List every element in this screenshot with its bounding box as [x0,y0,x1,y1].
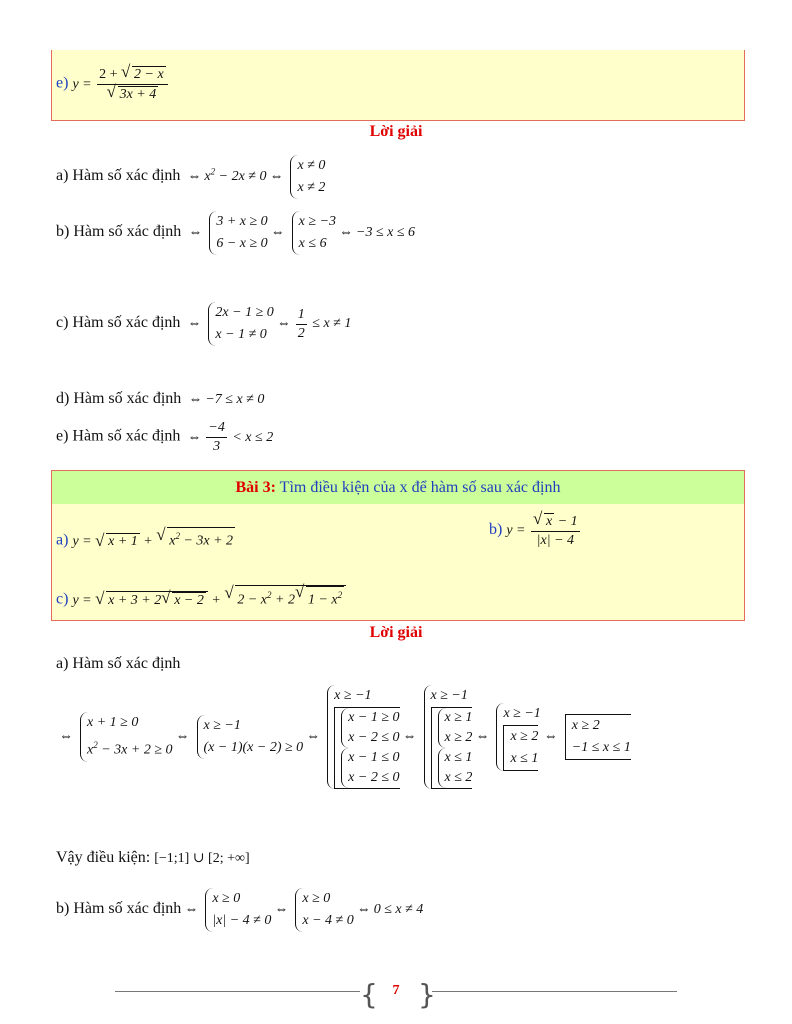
footer-brace-right: } [418,978,436,1011]
solution-b-text: b) Hàm số xác định [56,223,182,241]
solution2-b: b) Hàm số xác định ⇔ x ≥ 0 |x| − 4 ≠ 0 ⇔ x ≥ 0 x − 4 ≠ 0 ⇔ 0 ≤ x ≠ 4 [56,888,423,932]
solution-d-text: d) Hàm số xác định [56,390,182,407]
conclusion-text: Vậy điều kiện: [56,849,151,866]
solution-c: c) Hàm số xác định ⇔ 2x − 1 ≥ 0 x − 1 ≠ 0 ⇔ $\frac{1}{2}$ ≤ x ≠ 1 [56,302,351,346]
solution-a-text: a) Hàm số xác định [56,167,181,185]
solution2-b-text: b) Hàm số xác định [56,900,182,918]
solution-e: e) Hàm số xác định ⇔ $\frac{-4}{3}$ < x ≤ 2 [56,420,274,454]
exercise-box-bai3 [51,470,745,621]
item-a: a) y = √ x + 1 + √ $x^2 - 3x + 2$ [56,527,235,550]
solution-c-text: c) Hàm số xác định [56,314,181,332]
item-b: b) y = √ $\frac{x - 1}{|x| - 4}$ [489,513,582,549]
item-a-label: a) [56,531,69,549]
solution-a: a) Hàm số xác định ⇔ $x^2 - 2x \ne 0$ ⇔ x ≠ 0 x ≠ 2 [56,155,325,199]
item-e-label: e) [56,74,69,92]
exercise-prompt: Tìm điều kiện của x để hàm số sau xác định [275,479,561,496]
item-b-label: b) [489,521,503,539]
exercise-number: Bài 3: [235,479,276,496]
footer-rule-left [115,991,360,992]
formula-e: y = 2 + √ 2 − x √ 3x + 4 [72,77,169,92]
solution2-a-derivation: ⇔ x + 1 ≥ 0 $x^2 - 3x + 2 \ge 0$ ⇔ x ≥ −1 (x − 1)(x − 2) ≥ 0 ⇔ x ≥ −1 x − 1 ≥ 0 x − 2 ≤ 0 x − 1 ≤ 0 x − 2 ≤ 0 ⇔ x ≥ −1 x ≥ 1 x ≥ 2 x ≤ 1 x ≤ 2 ⇔ x ≥ −1 x ≥ 2 x ≤ 1 ⇔ x ≥ 2 −1 ≤ x ≤ 1 [56,685,631,789]
page-number: 7 [392,983,400,998]
exercise-box-continued [51,50,745,121]
item-c-label: c) [56,590,69,608]
solution-heading-1: Lời giải [369,123,423,140]
item-c: c) y = √ x + 3 + 2√ x − 2 + √ $2 - x^2 + 2√$ $1 - x^2$ [56,585,346,609]
solution-b: b) Hàm số xác định ⇔ 3 + x ≥ 0 6 − x ≥ 0 ⇔ x ≥ −3 x ≤ 6 ⇔ −3 ≤ x ≤ 6 [56,211,415,255]
solution-e-text: e) Hàm số xác định [56,427,181,445]
solution2-a-title: a) Hàm số xác định [56,655,181,672]
solution-d: d) Hàm số xác định ⇔ −7 ≤ x ≠ 0 [56,390,265,407]
solution-heading-2: Lời giải [369,624,423,641]
footer-brace-left: { [360,978,378,1011]
exercise-title [52,471,744,504]
item-e [56,66,170,103]
footer-rule-right [432,991,677,992]
solution2-conclusion: Vậy điều kiện: [−1;1] ∪ [2; +∞] [56,849,250,866]
